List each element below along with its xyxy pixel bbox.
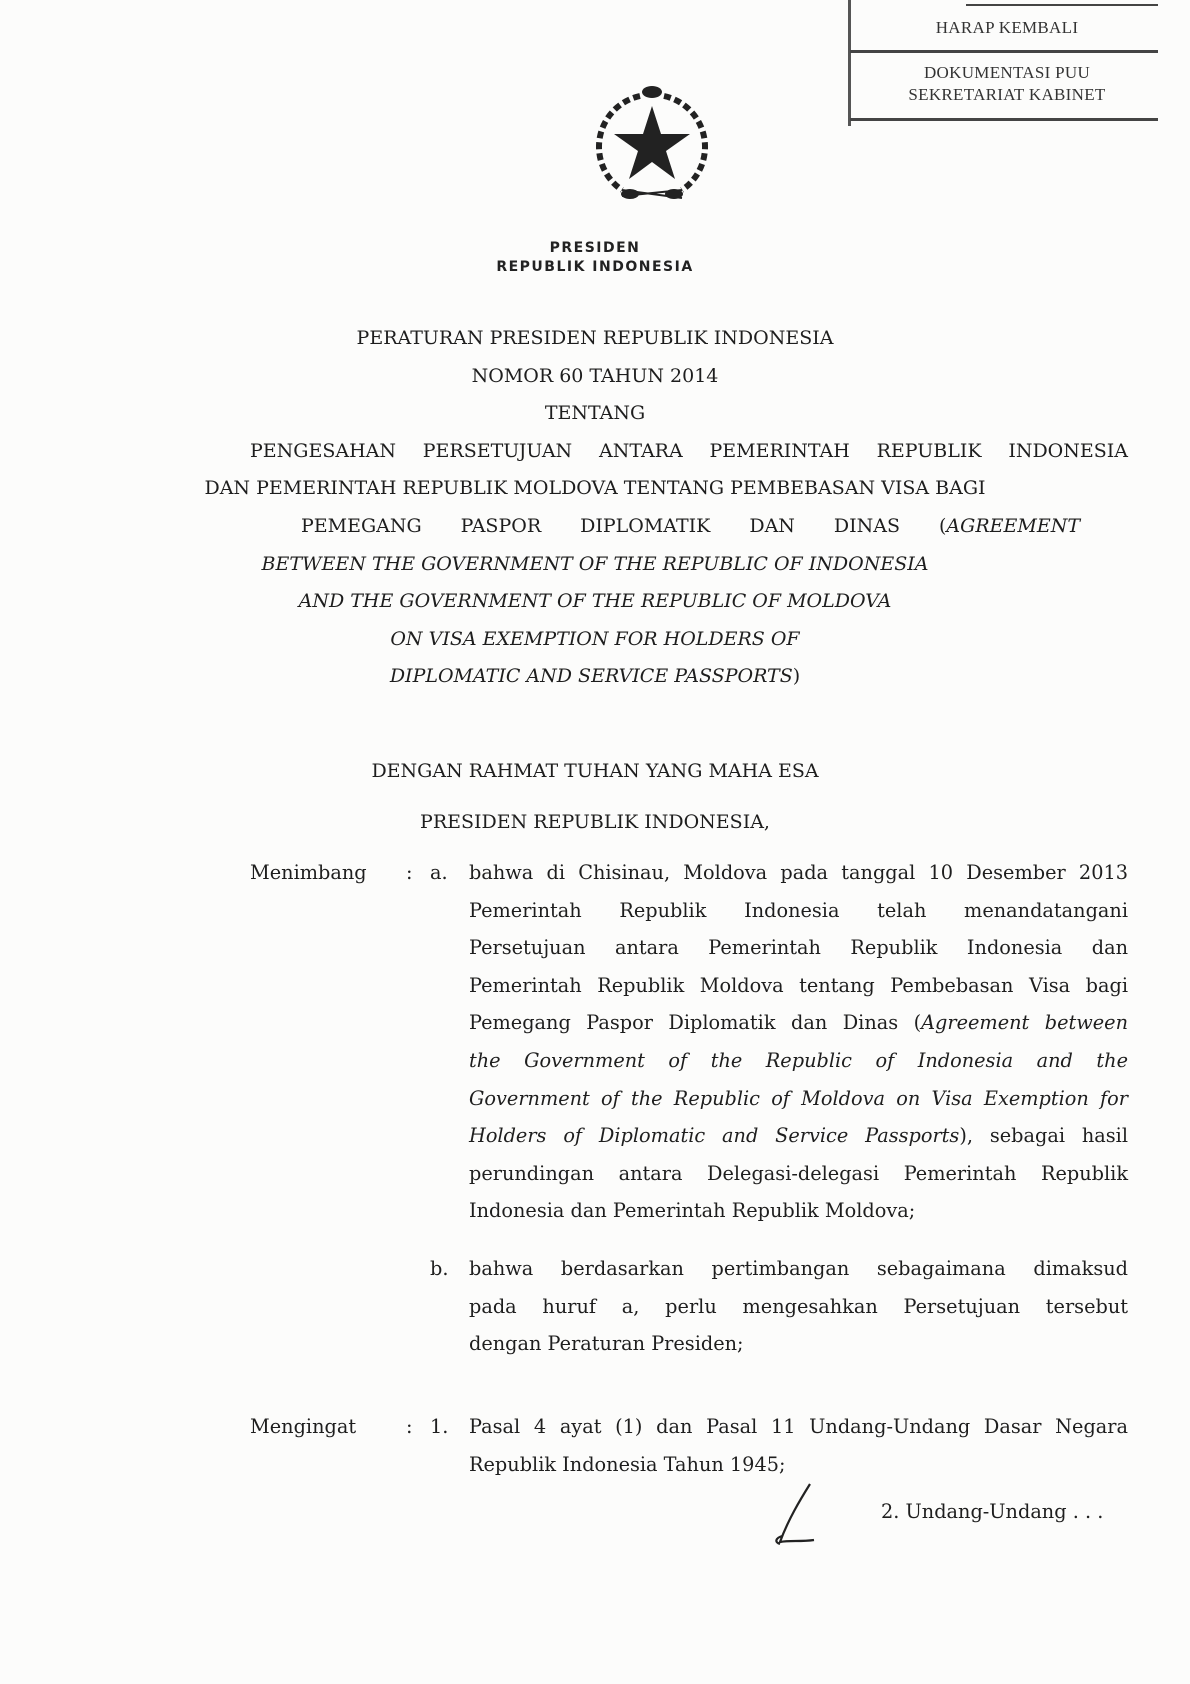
paraf-initial-mark: [770, 1480, 830, 1554]
title-line: [0, 477, 1190, 499]
item-text-line: [469, 974, 1128, 997]
colon: :: [406, 861, 413, 884]
italic-text: DIPLOMATIC AND SERVICE PASSPORTS: [389, 665, 793, 688]
menimbang-label: Menimbang: [250, 861, 367, 884]
preamble-line: DENGAN RAHMAT TUHAN YANG MAHA ESA: [371, 760, 819, 782]
item-text-line: [469, 1295, 1128, 1318]
title-line: [0, 553, 1190, 575]
text-segment: PENGESAHAN PERSETUJUAN ANTARA PEMERINTAH REPUBLIK INDONESIA: [250, 439, 1128, 462]
text-segment: bahwa di Chisinau, Moldova pada tanggal 10 Desember 2013: [469, 861, 1128, 884]
italic-text: BETWEEN THE GOVERNMENT OF THE REPUBLIC OF INDONESIA: [261, 552, 929, 575]
item-marker: b.: [430, 1257, 449, 1280]
text-segment: Republik Indonesia Tahun 1945;: [469, 1452, 786, 1476]
archive-stamp: [846, 0, 1158, 130]
text-segment: dengan Peraturan Presiden;: [469, 1332, 744, 1356]
text-segment: ): [792, 665, 801, 688]
text-segment: Persetujuan antara Pemerintah Republik Indonesia dan: [469, 936, 1128, 960]
stamp-harap-kembali: HARAP KEMBALI: [935, 18, 1079, 37]
italic-text: Government of the Republic of Moldova on Visa Exemption for: [469, 1086, 1128, 1110]
stamp-sekretariat: SEKRETARIAT KABINET: [908, 85, 1106, 104]
title-line: [0, 365, 1190, 387]
title-line: [0, 402, 1190, 424]
italic-text: Agreement between: [921, 1011, 1128, 1035]
title-line: [0, 628, 1190, 650]
text-segment: pada huruf a, perlu mengesahkan Persetujuan tersebut: [469, 1294, 1128, 1318]
stamp-divider: [966, 4, 1158, 6]
preamble-line: PRESIDEN REPUBLIK INDONESIA,: [420, 811, 770, 833]
italic-text: AND THE GOVERNMENT OF THE REPUBLIC OF MOLDOVA: [298, 590, 892, 613]
text-segment: Pasal 4 ayat (1) dan Pasal 11 Undang-Undang Dasar Negara: [469, 1415, 1128, 1438]
item-text-line: [469, 1011, 1128, 1034]
text-segment: PEMEGANG PASPOR DIPLOMATIK DAN DINAS (: [301, 515, 947, 537]
text-segment: Pemerintah Republik Moldova tentang Pembebasan Visa bagi: [469, 973, 1128, 997]
item-text-line: [469, 936, 1128, 959]
emblem-presiden: PRESIDEN: [549, 240, 641, 256]
item-text-line: [469, 1453, 1128, 1476]
text-segment: perundingan antara Delegasi-delegasi Pemerintah Republik: [469, 1161, 1128, 1185]
item-text-line: [469, 899, 1128, 922]
stamp-divider: [850, 50, 1158, 53]
text-segment: PERATURAN PRESIDEN REPUBLIK INDONESIA: [356, 327, 834, 349]
text-segment: TENTANG: [544, 402, 646, 425]
item-text-line: [469, 1162, 1128, 1185]
stamp-border: [848, 0, 851, 126]
italic-text: ON VISA EXEMPTION FOR HOLDERS OF: [390, 627, 800, 650]
item-text-line: [469, 1049, 1128, 1072]
text-segment: DAN PEMERINTAH REPUBLIK MOLDOVA TENTANG PEMBEBASAN VISA BAGI: [204, 477, 986, 500]
title-line: [0, 590, 1190, 612]
text-segment: ), sebagai hasil: [959, 1124, 1128, 1148]
italic-text: AGREEMENT: [946, 515, 1080, 537]
mengingat-label: Mengingat: [250, 1415, 357, 1438]
title-line: [250, 440, 1128, 462]
item-marker: 1.: [430, 1415, 449, 1438]
text-segment: Pemegang Paspor Diplomatik dan Dinas (: [469, 1011, 922, 1035]
colon: :: [406, 1415, 413, 1438]
text-segment: Pemerintah Republik Indonesia telah menandatangani: [469, 898, 1128, 922]
garuda-star-seal-icon: [582, 78, 722, 208]
item-text-line: [469, 1332, 1128, 1355]
item-text-line: [469, 1257, 1128, 1280]
item-marker: a.: [430, 861, 448, 884]
item-text-line: [469, 1124, 1128, 1147]
title-line: [0, 665, 1190, 687]
text-segment: Indonesia dan Pemerintah Republik Moldova;: [469, 1199, 916, 1223]
title-line: [301, 515, 1080, 537]
item-text-line: [469, 1087, 1128, 1110]
italic-text: Holders of Diplomatic and Service Passports: [469, 1124, 960, 1148]
text-segment: NOMOR 60 TAHUN 2014: [471, 364, 719, 387]
continuation-text: 2. Undang-Undang . . .: [881, 1500, 1104, 1523]
italic-text: the Government of the Republic of Indonesia and the: [469, 1049, 1128, 1072]
emblem-republik-indonesia: REPUBLIK INDONESIA: [496, 259, 694, 275]
stamp-dokumentasi: DOKUMENTASI PUU: [923, 63, 1091, 82]
text-segment: bahwa berdasarkan pertimbangan sebagaimana dimaksud: [469, 1257, 1128, 1280]
title-line: [0, 327, 1190, 349]
item-text-line: [469, 1415, 1128, 1438]
item-text-line: [469, 1199, 1128, 1222]
item-text-line: [469, 861, 1128, 884]
stamp-divider: [850, 118, 1158, 121]
